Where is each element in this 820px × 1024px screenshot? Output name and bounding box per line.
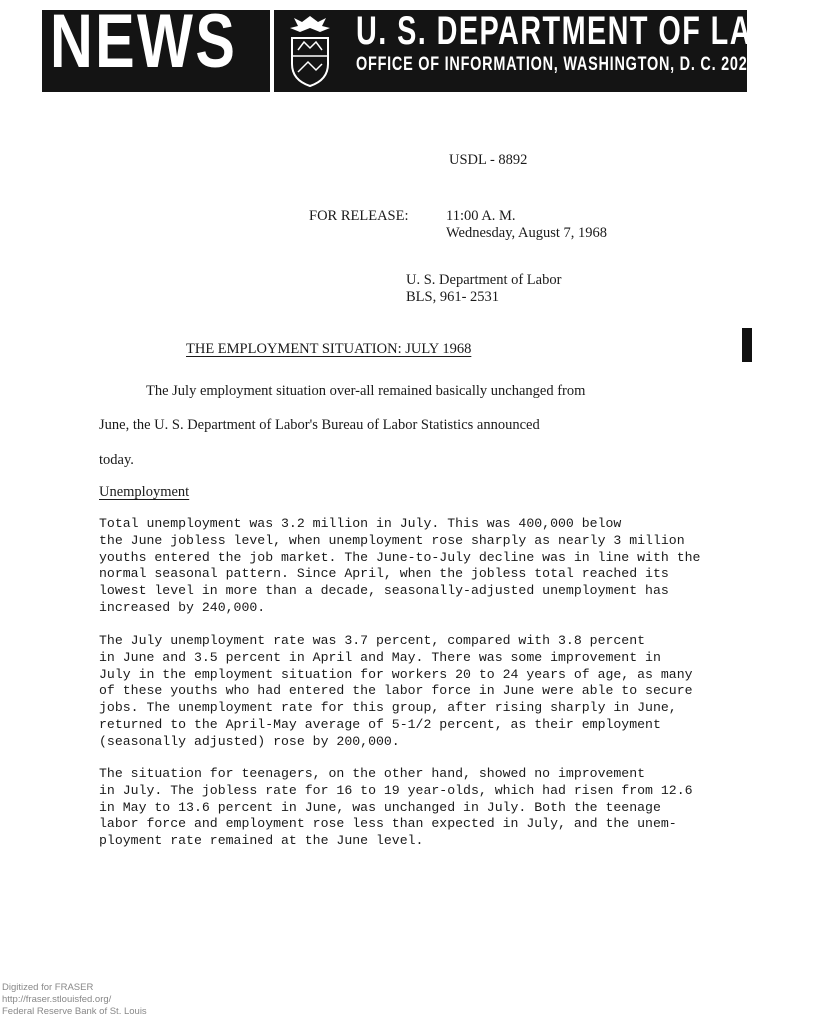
masthead-office-address: OFFICE OF INFORMATION, WASHINGTON, D. C. 20210 [356, 54, 766, 75]
masthead-divider [270, 10, 274, 92]
intro-line-1: The July employment situation over-all remained basically unchanged from [146, 383, 586, 399]
margin-mark [742, 328, 752, 362]
document-title: THE EMPLOYMENT SITUATION: JULY 1968 [186, 341, 472, 357]
release-time: 11:00 A. M. [446, 208, 516, 224]
agency-name: U. S. Department of Labor [406, 272, 562, 288]
release-label: FOR RELEASE: [309, 208, 409, 224]
news-masthead [42, 0, 820, 92]
release-date: Wednesday, August 7, 1968 [446, 225, 608, 241]
intro-line-3: today. [99, 452, 134, 468]
masthead-department-title: U. S. DEPARTMENT OF LABOR [356, 9, 820, 53]
paragraph-unemployment-rate: The July unemployment rate was 3.7 percent, compared with 3.8 percent in June and 3.5 percent in April and May. There was some improvement in July in the employment situation for workers 20 to 24 years of age, as many of these youths who had entered the labor force in June were able to secure jobs. The unemployment rate for this group, after rising sharply in June, returned to the April-May average of 5-1/2 percent, as their employment (seasonally adjusted) rose by 200,000. [99, 633, 693, 749]
release-number: USDL - 8892 [449, 152, 528, 168]
agency-phone: BLS, 961- 2531 [406, 289, 500, 305]
fraser-footer: Digitized for FRASER http://fraser.stlouisfed.org/ Federal Reserve Bank of St. Louis [2, 982, 147, 1017]
department-seal-icon [282, 12, 338, 88]
paragraph-total-unemployment: Total unemployment was 3.2 million in July. This was 400,000 below the June jobless level, when unemployment rose sharply as nearly 3 million youths entered the job market. The June-to-July decline was in line with the normal seasonal pattern. Since April, when the jobless total reached its lowest level in more than a decade, seasonally-adjusted unemployment has increased by 240,000. [99, 516, 701, 615]
paragraph-teenagers: The situation for teenagers, on the other hand, showed no improvement in July. The jobless rate for 16 to 19 year-olds, which had risen from 12.6 in May to 13.6 percent in June, was unchanged in July. Both the teenage labor force and employment rose less than expected in July, and the unem- ployment rate remained at the June level. [99, 766, 693, 849]
intro-line-2: June, the U. S. Department of Labor's Bureau of Labor Statistics announced [99, 417, 540, 433]
masthead-news-word: NEWS [50, 0, 238, 84]
section-heading-unemployment: Unemployment [99, 484, 190, 500]
